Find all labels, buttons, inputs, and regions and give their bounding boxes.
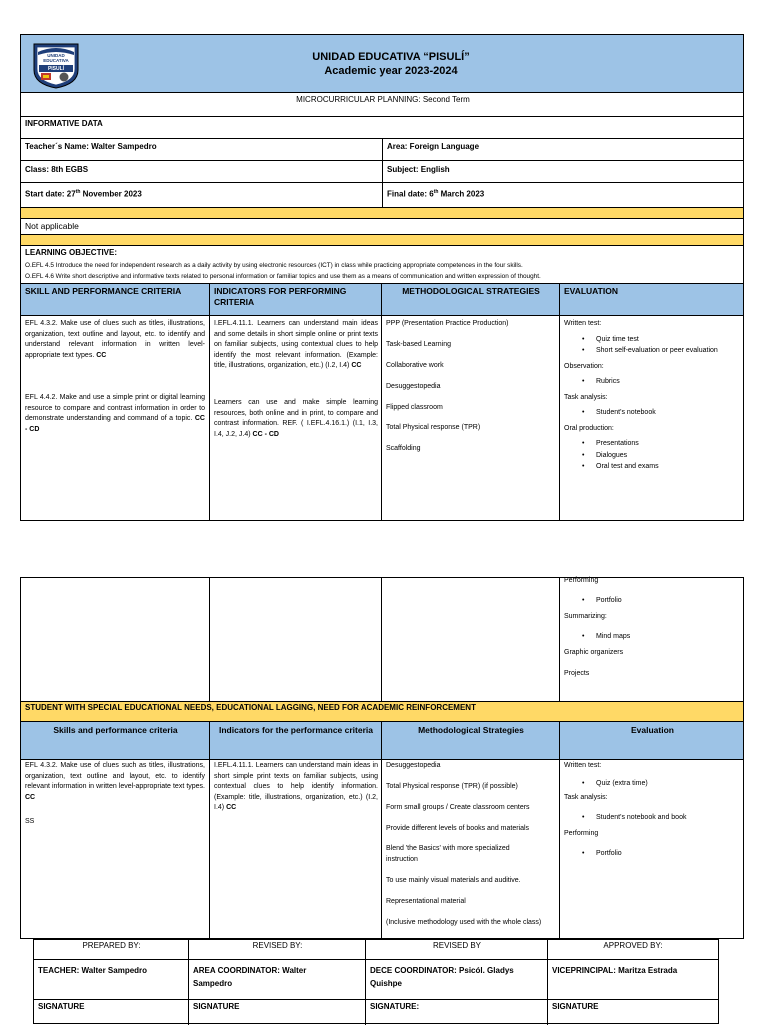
signature-label: SIGNATURE: [370,1002,420,1011]
eval-projects-label: Projects [564,669,590,677]
special-evaluation-cell [564,761,742,859]
special-needs-banner [20,701,744,722]
header-skill-criteria: SKILL AND PERFORMANCE CRITERIA [25,286,182,296]
skill-criteria-2: EFL 4.4.2. Make and use a simple print or digital learning resource to compare and contrast information in order to demonstrate understanding and command of a topic. CC - CD [25,394,205,433]
strategy-item: Scaffolding [386,445,421,452]
special-strategy: Form small groups / Create classroom centers [386,804,530,811]
eval-item: • Rubrics [564,376,742,388]
strategy-item: Desuggestopedia [386,383,441,390]
header-methodological-strategies: METHODOLOGICAL STRATEGIES [402,286,540,296]
academic-year: Academic year 2023-2024 [324,65,458,77]
teacher-area-row [20,139,744,161]
teacher-name: Teacher´s Name: Walter Sampedro [25,142,157,151]
skill-criteria-1: EFL 4.3.2. Make use of clues such as titles, illustrations, organization, text outline and layout, etc. to identify and understand relevant information in written level-appropriate text types. CC [25,320,205,359]
subject-name: Subject: English [387,165,450,174]
school-logo [30,40,82,90]
signature-header: REVISED BY: [252,941,303,950]
planning-title: MICROCURRICULAR PLANNING: Second Term [296,95,470,104]
special-header-indicators: Indicators for the performance criteria [219,725,373,735]
eval-performing-label: Performing [564,577,599,584]
logo-text-1: UNIDAD [47,53,65,58]
dates-row [20,183,744,208]
indicator-1: I.EFL.4.11.1. Learners can understand main ideas and some details in short simple online or print texts on familiar subjects, using contextual clues to help identify the most relevant information. (Example: title, illustrations, organization, etc.) (I.2, I.4) CC [214,320,378,370]
special-strategy: Representational material [386,898,466,905]
special-strategy: (Inclusive methodology used with the whole class) [386,919,542,926]
special-header-skills: Skills and performance criteria [53,725,178,735]
strategy-item: Task-based Learning [386,341,451,348]
evaluation-continuation [564,576,742,679]
eval-item: • Portfolio [564,595,742,607]
signature-label: SIGNATURE [552,1002,599,1011]
eval-performing-label: Performing [564,830,599,837]
eval-item: • Presentations [564,438,742,450]
logo-text-3: PISULÍ [47,66,65,72]
not-applicable-text: Not applicable [25,221,79,231]
signatory-name: DECE COORDINATOR: Psicól. Gladys Quishpe [370,966,514,988]
continuation-table [20,577,744,701]
strategy-item: Collaborative work [386,362,444,369]
eval-written-label: Written test: [564,762,602,769]
yellow-separator-2 [20,235,744,246]
eval-item: • Quiz time test [564,334,742,346]
strategy-item: Flipped classroom [386,404,443,411]
special-strategy: To use mainly visual materials and auditive. [386,877,521,884]
eval-task-label: Task analysis: [564,794,608,801]
informative-data-heading: INFORMATIVE DATA [25,119,103,128]
class-subject-row [20,161,744,183]
signature-header: PREPARED BY: [82,941,141,950]
school-name: UNIDAD EDUCATIVA “PISULÍ” [312,51,470,63]
eval-oral-label: Oral production: [564,424,614,432]
eval-summarizing-label: Summarizing: [564,613,607,620]
informative-data-row [20,117,744,139]
eval-task-label: Task analysis: [564,393,608,401]
learning-objective-row [20,246,744,284]
signatory-name: VICEPRINCIPAL: Maritza Estrada [552,966,678,975]
learning-objective-heading: LEARNING OBJECTIVE: [25,248,118,257]
special-header-strategies: Methodological Strategies [418,725,524,735]
eval-item: • Oral test and exams [564,461,742,473]
eval-item: • Portfolio [564,848,742,860]
eval-written-label: Written test: [564,320,602,327]
eval-item: • Quiz (extra time) [564,778,742,790]
signatory-name: TEACHER: Walter Sampedro [38,966,148,975]
learning-objective-line-2: O.EFL 4.6 Write short descriptive and informative texts related to personal information or familiar topics and use them as a means of communication and written expression of thought. [25,273,541,280]
header-indicators: INDICATORS FOR PERFORMING CRITERIA [214,286,347,307]
class-name: Class: 8th EGBS [25,165,89,174]
special-needs-title: STUDENT WITH SPECIAL EDUCATIONAL NEEDS, EDUCATIONAL LAGGING, NEED FOR ACADEMIC REINFORCEMENT [25,703,476,712]
special-strategy: Desuggestopedia [386,762,441,769]
signature-label: SIGNATURE [38,1002,85,1011]
signature-header: APPROVED BY: [603,941,663,950]
eval-item: • Short self-evaluation or peer evaluation [564,345,742,357]
planning-title-row [20,93,744,117]
eval-item: • Mind maps [564,631,742,643]
strategy-item: Total Physical response (TPR) [386,424,481,431]
special-ss: SS [25,818,35,825]
signature-label: SIGNATURE [193,1002,240,1011]
header-evaluation: EVALUATION [564,286,618,296]
special-skill: EFL 4.3.2. Make use of clues such as titles, illustrations, organization, text outline and layout, etc. to identify relevant information in written level-appropriate text types. CC [25,762,205,801]
eval-observation-label: Observation: [564,362,604,370]
signatures-table [33,939,719,1024]
special-indicator: I.EFL.4.11.1. Learners can understand main ideas in short simple print texts on familiar subjects, using contextual clues to help identify information. (Example: title, illustrations, organization, etc.) (I.2, I.4) CC [214,762,378,812]
not-applicable-row [20,219,744,235]
eval-item: • Student's notebook and book [564,812,742,824]
special-table-header [20,722,744,760]
eval-graphic-label: Graphic organizers [564,649,624,656]
final-date: Final date: 6th March 2023 [387,189,485,199]
main-table-body [20,316,744,521]
indicator-2: Learners can use and make simple learning resources, both online and in print, to compare and contrast information. REF. ( I.EFL.4.16.1.) (I.1, I.3, I.4, J.2, J.4) CC - CD [214,399,378,438]
evaluation-cell [564,319,742,473]
yellow-separator-1 [20,208,744,219]
learning-objective-line-1: O.EFL 4.5 Introduce the need for independent research as a daily activity by using electronic resources (ICT) in class while practicing appropriate competences in the four skills. [25,262,523,269]
strategy-item: PPP (Presentation Practice Production) [386,320,509,327]
header-band [20,34,744,93]
special-strategy: Blend 'the Basics' with more specialized instruction [386,845,510,863]
signatory-name: AREA COORDINATOR: Walter Sampedro [193,966,307,988]
main-table-header [20,284,744,316]
special-header-evaluation: Evaluation [631,725,674,735]
logo-text-2: EDUCATIVA [43,58,69,63]
special-table-body [20,760,744,939]
eval-item: • Student's notebook [564,407,742,419]
signature-header: REVISED BY [432,941,481,950]
school-crest-icon [30,40,82,90]
eval-item: • Dialogues [564,450,742,462]
area-name: Area: Foreign Language [387,142,480,151]
special-strategy: Provide different levels of books and materials [386,825,530,832]
start-date: Start date: 27th November 2023 [25,189,142,199]
special-strategy: Total Physical response (TPR) (if possible) [386,783,518,790]
